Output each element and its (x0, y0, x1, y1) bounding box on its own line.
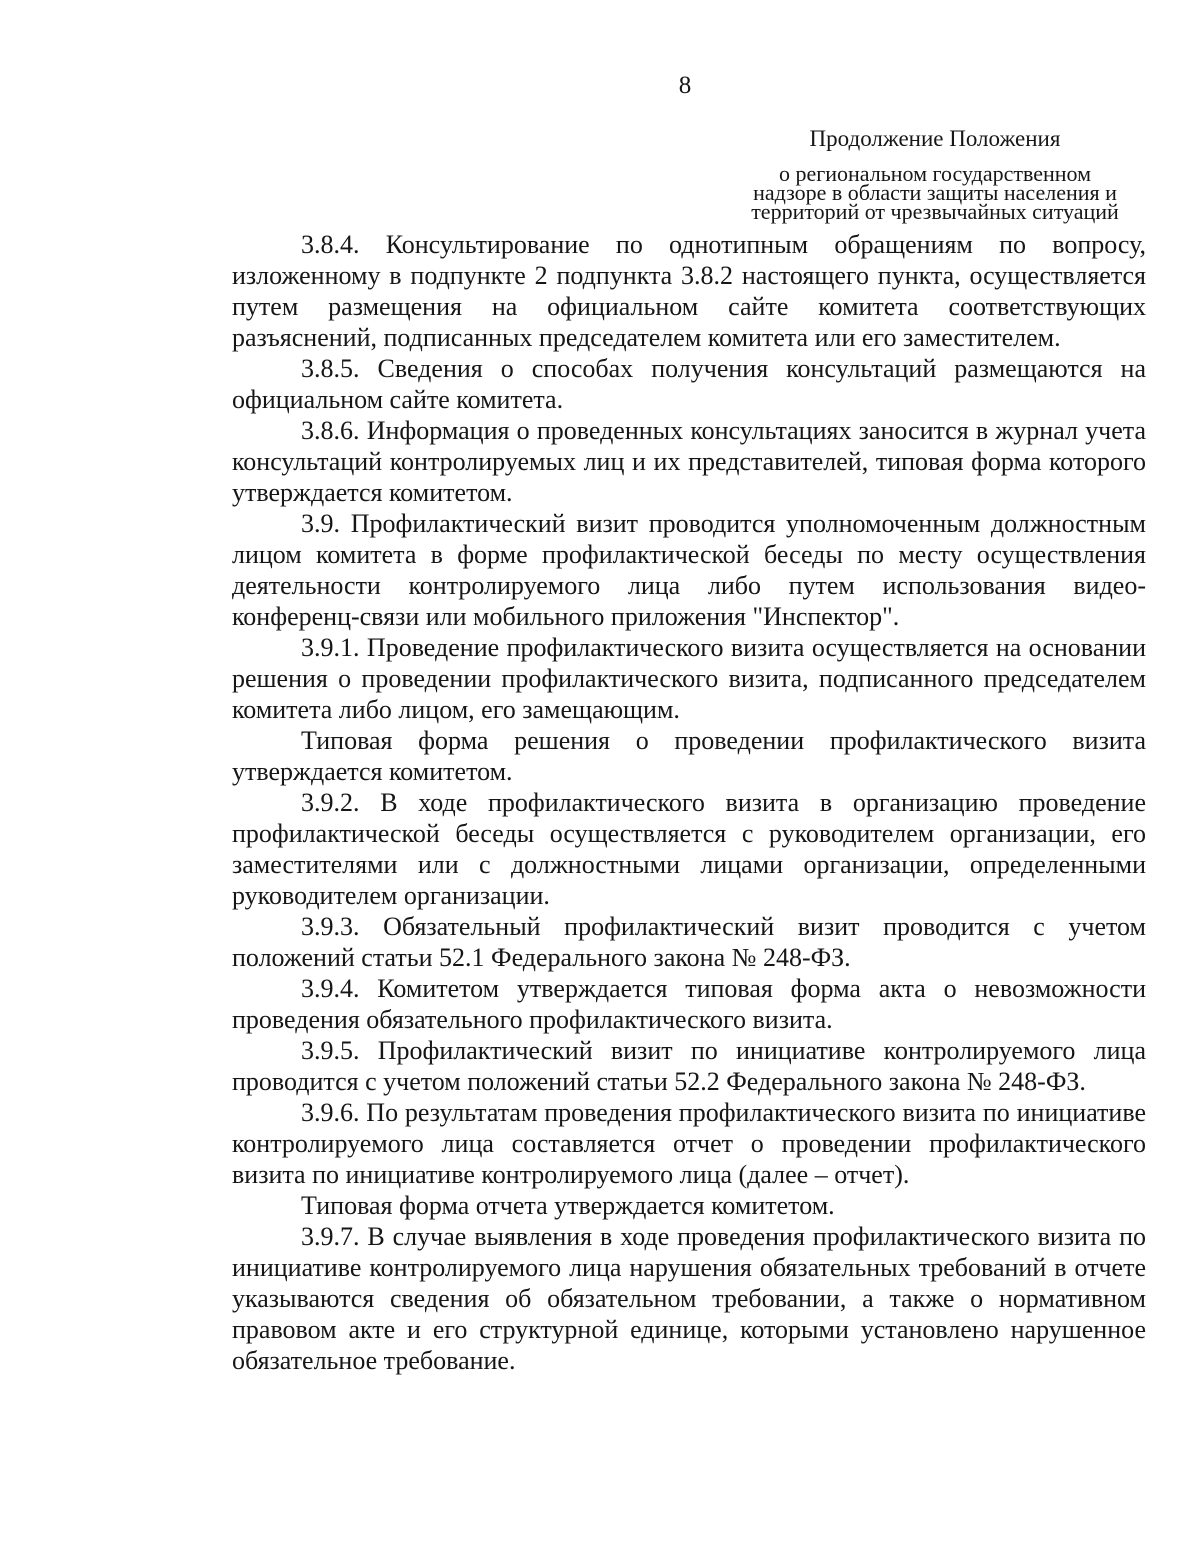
paragraph-3-9-1-form: Типовая форма решения о проведении профилактического визита утверждается комитетом. (232, 726, 1146, 786)
document-body (232, 229, 1146, 1376)
paragraph-3-9-7: 3.9.7. В случае выявления в ходе проведения профилактического визита по инициативе контролируемого лица нарушения обязательных требований в отчете указываются сведения об обязательном требовании, а также о нормативном правовом акте и его структурной единице, которыми установлено нарушенное обязательное требование. (232, 1222, 1146, 1375)
paragraph-3-8-4: 3.8.4. Консультирование по однотипным обращениям по вопросу, изложенному в подпункте 2 подпункта 3.8.2 настоящего пункта, осуществляется путем размещения на официальном сайте комитета соответствующих разъяснений, подписанных председателем комитета или его заместителем. (232, 230, 1146, 352)
paragraph-3-9-6-form: Типовая форма отчета утверждается комитетом. (301, 1191, 835, 1220)
paragraph-3-8-5: 3.8.5. Сведения о способах получения консультаций размещаются на официальном сайте комитета. (232, 354, 1146, 414)
paragraph-3-9-5: 3.9.5. Профилактический визит по инициативе контролируемого лица проводится с учетом положений статьи 52.2 Федерального закона № 248-ФЗ. (232, 1036, 1146, 1096)
paragraph-3-9-1: 3.9.1. Проведение профилактического визита осуществляется на основании решения о проведении профилактического визита, подписанного председателем комитета либо лицом, его замещающим. (232, 633, 1146, 724)
paragraph-3-9: 3.9. Профилактический визит проводится уполномоченным должностным лицом комитета в форме профилактической беседы по месту осуществления деятельности контролируемого лица либо путем использования видео-конференц-связи или мобильного приложения "Инспектор". (232, 509, 1146, 631)
paragraph-3-9-6: 3.9.6. По результатам проведения профилактического визита по инициативе контролируемого лица составляется отчет о проведении профилактического визита по инициативе контролируемого лица (далее – отчет). (232, 1098, 1146, 1189)
header-subtitle-line: надзоре в области защиты населения и (753, 180, 1117, 205)
page-number: 8 (678, 72, 692, 99)
document-header (725, 126, 1145, 224)
header-title: Продолжение Положения (809, 126, 1061, 151)
header-subtitle-line: территорий от чрезвычайных ситуаций (751, 199, 1119, 224)
paragraph-3-9-2: 3.9.2. В ходе профилактического визита в организацию проведение профилактической беседы осуществляется с руководителем организации, его заместителями или с должностными лицами организации, определенными руководителем организации. (232, 788, 1146, 910)
paragraph-3-9-3: 3.9.3. Обязательный профилактический визит проводится с учетом положений статьи 52.1 Федерального закона № 248-ФЗ. (232, 912, 1146, 972)
paragraph-3-9-4: 3.9.4. Комитетом утверждается типовая форма акта о невозможности проведения обязательного профилактического визита. (232, 974, 1146, 1034)
header-subtitle-line: о региональном государственном (778, 161, 1092, 186)
paragraph-3-8-6: 3.8.6. Информация о проведенных консультациях заносится в журнал учета консультаций контролируемых лиц и их представителей, типовая форма которого утверждается комитетом. (232, 416, 1146, 507)
